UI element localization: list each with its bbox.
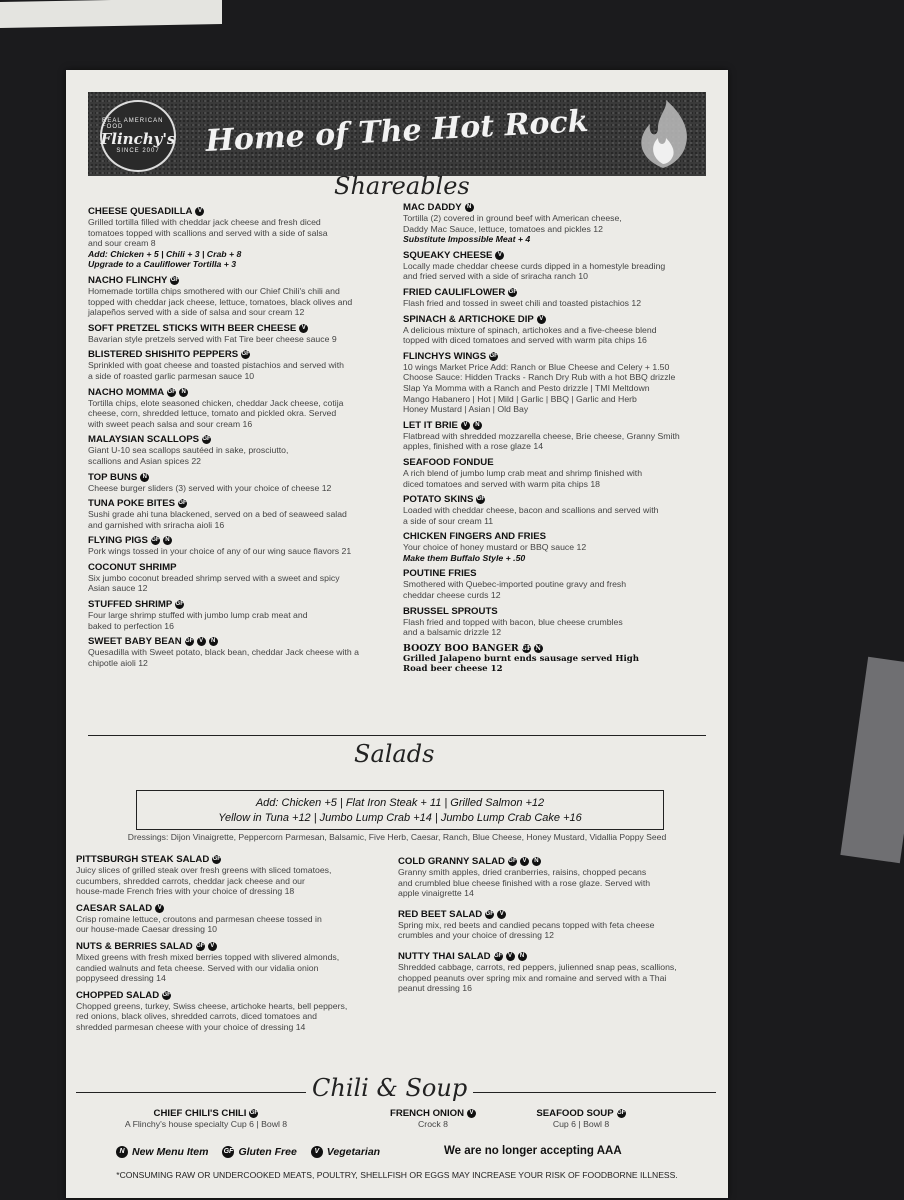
flame-icon bbox=[628, 98, 698, 170]
menu-item-description: Juicy slices of grilled steak over fresh greens with sliced tomatoes, bbox=[76, 865, 332, 875]
menu-item-description: Grilled Jalapeno burnt ends sausage served High bbox=[403, 653, 640, 664]
gluten-free-icon: GF bbox=[170, 276, 180, 283]
vegetarian-icon: V bbox=[520, 857, 529, 866]
gluten-free-icon: GF bbox=[184, 638, 194, 645]
menu-item-name-row bbox=[88, 636, 388, 647]
menu-item-name-row bbox=[88, 472, 388, 483]
menu-item-description: Mixed greens with fresh mixed berries topped with slivered almonds, bbox=[76, 951, 340, 962]
menu-item bbox=[88, 323, 388, 345]
menu-item-addon: Substitute Impossible Meat + 4 bbox=[403, 234, 531, 245]
menu-item-description: house-made French fries with your choice of dressing 18 bbox=[76, 886, 295, 897]
shareables-left-column bbox=[88, 206, 388, 673]
soup-item bbox=[106, 1108, 306, 1130]
menu-item-description: Flatbread with shredded mozzarella cheese, Brie cheese, Granny Smith bbox=[403, 430, 680, 441]
menu-item bbox=[88, 498, 388, 530]
menu-item-description: topped with cheddar jack cheese, lettuce, tomatoes, black olives and bbox=[88, 296, 353, 307]
menu-item-name-row bbox=[403, 457, 703, 468]
section-title-chili-soup: Chili & Soup bbox=[306, 1074, 473, 1102]
section-title-salads: Salads bbox=[354, 740, 435, 768]
menu-item-name: FLYING PIGS bbox=[88, 535, 148, 547]
menu-item-name-row bbox=[403, 287, 703, 298]
menu-item-name-row bbox=[398, 951, 708, 962]
gluten-free-icon: GF bbox=[178, 500, 187, 507]
menu-item-name-row bbox=[88, 498, 388, 509]
menu-item-addon: Upgrade to a Cauliflower Tortilla + 3 bbox=[88, 259, 237, 270]
vegetarian-icon: V bbox=[537, 315, 546, 324]
soup-item-name-row bbox=[106, 1108, 306, 1119]
new-menu-item-icon: N bbox=[518, 952, 527, 961]
menu-item-description: Grilled tortilla filled with cheddar jack cheese and fresh diced bbox=[88, 217, 321, 227]
menu-item-name-row bbox=[88, 599, 388, 610]
menu-item-addon: Add: Chicken + 5 | Chili + 3 | Crab + 8 bbox=[88, 248, 242, 259]
vegetarian-icon: V bbox=[197, 637, 206, 646]
menu-item-name: CHEESE QUESADILLA bbox=[88, 206, 193, 217]
menu-item bbox=[88, 562, 388, 594]
menu-item bbox=[76, 941, 386, 984]
menu-item-description: red onions, black olives, shredded carrots, diced tomatoes and bbox=[76, 1011, 317, 1022]
menu-item-description: crumbles and your choice of dressing 12 bbox=[398, 930, 554, 941]
menu-item-description: our house-made Caesar dressing 10 bbox=[76, 924, 218, 935]
menu-item-name-row bbox=[403, 351, 703, 362]
menu-item-name: NACHO MOMMA bbox=[88, 386, 165, 398]
gluten-free-icon: GF bbox=[616, 1110, 626, 1116]
salads-right-column bbox=[398, 856, 708, 1004]
menu-item-name: BLISTERED SHISHITO PEPPERS bbox=[88, 349, 239, 361]
menu-item-description: chopped peanuts over spring mix and romaine and served with a Thai bbox=[398, 972, 667, 983]
menu-item-name-row bbox=[88, 387, 388, 398]
menu-item-name: SWEET BABY BEAN bbox=[88, 636, 182, 648]
soup-item bbox=[348, 1108, 518, 1130]
paper-scrap bbox=[0, 0, 222, 28]
menu-item-description: Locally made cheddar cheese curds dipped in a homestyle breading bbox=[403, 260, 666, 271]
menu-item-description: Smothered with Quebec-imported poutine gravy and fresh bbox=[403, 579, 627, 590]
menu-item bbox=[403, 202, 703, 245]
menu-item-name-row bbox=[88, 349, 388, 360]
menu-item-name: POUTINE FRIES bbox=[403, 568, 477, 580]
soup-item-detail: Crock 8 bbox=[418, 1119, 448, 1129]
gluten-free-icon: GF bbox=[222, 1146, 234, 1158]
menu-item-description: with sweet peach salsa and sour cream 16 bbox=[88, 418, 253, 429]
menu-item-description: apples, finished with a rose glaze 14 bbox=[403, 441, 544, 452]
gluten-free-icon: GF bbox=[476, 496, 486, 503]
menu-item-description: a side of roasted garlic parmesan sauce 10 bbox=[88, 370, 255, 381]
menu-item bbox=[88, 472, 388, 494]
menu-item-description: topped with diced tomatoes and served with warm pita chips 16 bbox=[403, 335, 647, 346]
menu-item-name-row bbox=[88, 535, 388, 546]
new-menu-item-icon: N bbox=[209, 637, 218, 646]
menu-item-description: candied walnuts and feta cheese. Served with our vidalia onion bbox=[76, 962, 319, 973]
menu-item bbox=[88, 275, 388, 318]
menu-item bbox=[403, 250, 703, 282]
menu-item-description: cheese, corn, shredded lettuce, tomato and pickled okra. Served bbox=[88, 408, 337, 419]
banner-title: Home of The Hot Rock bbox=[204, 103, 590, 160]
menu-item-name: BRUSSEL SPROUTS bbox=[403, 605, 498, 617]
menu-item-description: Honey Mustard | Asian | Old Bay bbox=[403, 404, 529, 415]
menu-item-description: Mango Habanero | Hot | Mild | Garlic | BBQ | Garlic and Herb bbox=[403, 393, 637, 404]
napkin bbox=[840, 657, 904, 863]
menu-item-description: and garnished with sriracha aioli 16 bbox=[88, 519, 225, 530]
menu-item-name-row bbox=[403, 531, 703, 542]
header-banner bbox=[88, 92, 706, 176]
menu-item-description: Pork wings tossed in your choice of any of our wing sauce flavors 21 bbox=[88, 546, 352, 557]
new-menu-item-icon: N bbox=[473, 421, 482, 430]
menu-item-name: FLINCHYS WINGS bbox=[403, 350, 487, 362]
menu-item-description: scallions and Asian spices 22 bbox=[88, 455, 202, 466]
menu-item-description: Your choice of honey mustard or BBQ sauce 12 bbox=[403, 542, 587, 553]
menu-item-name: COLD GRANNY SALAD bbox=[398, 856, 505, 867]
soup-item-name: SEAFOOD SOUP bbox=[536, 1108, 614, 1119]
menu-item-description: a side of sour cream 11 bbox=[403, 515, 494, 526]
menu-item-description: Spring mix, red beets and candied pecans topped with feta cheese bbox=[398, 919, 655, 930]
menu-item-description: Cheese burger sliders (3) served with your choice of cheese 12 bbox=[88, 482, 332, 493]
menu-item-name-row bbox=[403, 494, 703, 505]
vegetarian-icon: V bbox=[299, 324, 308, 333]
gluten-free-icon: GF bbox=[508, 288, 517, 295]
gluten-free-icon: GF bbox=[489, 352, 498, 359]
menu-item bbox=[403, 494, 703, 526]
menu-item-description: and a balsamic drizzle 12 bbox=[403, 627, 502, 638]
menu-item-name: NUTTY THAI SALAD bbox=[398, 950, 491, 962]
gluten-free-icon: GF bbox=[521, 644, 532, 652]
menu-item-description: A delicious mixture of spinach, artichokes and a five-cheese blend bbox=[403, 324, 657, 335]
menu-item-name: RED BEET SALAD bbox=[398, 908, 483, 920]
menu-item-name-row bbox=[88, 434, 388, 445]
menu-item-description: Crisp romaine lettuce, croutons and parmesan cheese tossed in bbox=[76, 913, 322, 924]
gluten-free-icon: GF bbox=[241, 351, 250, 358]
gluten-free-icon: GF bbox=[196, 942, 205, 949]
menu-item-name: CAESAR SALAD bbox=[76, 902, 153, 914]
salad-add-ons-box: Add: Chicken +5 | Flat Iron Steak + 11 | Grilled Salmon +12 Yellow in Tuna +12 | Jumbo Lump Crab +14 | Jumbo Lump Crab Cake +16 bbox=[136, 790, 664, 830]
menu-item-description: Road beer cheese 12 bbox=[403, 664, 503, 675]
vegetarian-icon: V bbox=[208, 942, 217, 951]
new-menu-item-icon: N bbox=[163, 536, 172, 545]
menu-item-description: chipotle aioli 12 bbox=[88, 657, 148, 668]
menu-item-description: Quesadilla with Sweet potato, black bean, cheddar Jack cheese with a bbox=[88, 647, 359, 658]
menu-item-name-row bbox=[403, 568, 703, 579]
gluten-free-icon: GF bbox=[249, 1110, 259, 1116]
new-menu-item-icon: N bbox=[179, 388, 188, 397]
menu-item-name-row bbox=[398, 909, 708, 920]
menu-item-name-row bbox=[76, 854, 386, 865]
disclaimer: *CONSUMING RAW OR UNDERCOOKED MEATS, POULTRY, SHELLFISH OR EGGS MAY INCREASE YOUR RISK OF FOODBORNE ILLNESS. bbox=[116, 1170, 678, 1180]
menu-item bbox=[398, 856, 708, 899]
menu-item-addon: Make them Buffalo Style + .50 bbox=[403, 552, 526, 563]
salads-left-column bbox=[76, 854, 386, 1039]
menu-item-description: Choose Sauce: Hidden Tracks - Ranch Dry Rub with a hot BBQ drizzle bbox=[403, 372, 676, 383]
vegetarian-icon: V bbox=[495, 251, 504, 260]
soup-item-name: CHIEF CHILI'S CHILI bbox=[153, 1108, 247, 1119]
menu-item-description: peanut dressing 16 bbox=[398, 983, 472, 994]
menu-item-description: and fried served with a side of sriracha ranch 10 bbox=[403, 271, 588, 282]
legend-veg: V Vegetarian bbox=[311, 1146, 380, 1158]
menu-item-name: STUFFED SHRIMP bbox=[88, 599, 173, 611]
menu-item-name: POTATO SKINS bbox=[403, 494, 474, 506]
vegetarian-icon: V bbox=[497, 910, 506, 919]
menu-item-description: Granny smith apples, dried cranberries, raisins, chopped pecans bbox=[398, 867, 647, 877]
menu-item-description: Sushi grade ahi tuna blackened, served on a bed of seaweed salad bbox=[88, 509, 347, 520]
menu-item-description: jalapeños served with a side of salsa and sour cream 12 bbox=[88, 307, 305, 318]
menu-item-description: Loaded with cheddar cheese, bacon and scallions and served with bbox=[403, 505, 659, 516]
new-menu-item-icon: N bbox=[116, 1146, 128, 1158]
menu-item-name: SEAFOOD FONDUE bbox=[403, 456, 494, 468]
vegetarian-icon: V bbox=[467, 1109, 476, 1118]
menu-item bbox=[76, 854, 386, 897]
soup-item bbox=[496, 1108, 666, 1130]
gluten-free-icon: GF bbox=[202, 436, 211, 443]
menu-item-name: CHOPPED SALAD bbox=[76, 989, 160, 1001]
menu-item-name: TUNA POKE BITES bbox=[88, 498, 176, 510]
menu-item-description: diced tomatoes and served with warm pita chips 18 bbox=[403, 478, 601, 489]
menu-item-description: Asian sauce 12 bbox=[88, 583, 148, 594]
menu-item-description: baked to perfection 16 bbox=[88, 620, 174, 631]
vegetarian-icon: V bbox=[311, 1146, 323, 1158]
menu-item-name-row bbox=[88, 275, 388, 286]
menu-item-description: Slap Ya Momma with a Ranch and Pesto drizzle | TMI Meltdown bbox=[403, 382, 650, 393]
menu-item-description: cucumbers, shredded carrots, cheddar jack cheese and our bbox=[76, 875, 305, 886]
flinchys-logo: REAL AMERICAN FOOD Flinchy's SINCE 2007 bbox=[100, 100, 176, 172]
menu-item-name-row bbox=[88, 206, 388, 217]
dressings-list: Dressings: Dijon Vinaigrette, Peppercorn Parmesan, Balsamic, Five Herb, Caesar, Ranch, Blue Cheese, Honey Mustard, Vidallia Poppy Seed bbox=[127, 832, 667, 842]
menu-item-name-row bbox=[403, 314, 703, 325]
menu-item-description: Flash fried and topped with bacon, blue cheese crumbles bbox=[403, 616, 623, 627]
menu-item bbox=[88, 636, 388, 668]
menu-item-description: Homemade tortilla chips smothered with our Chief Chili's chili and bbox=[88, 285, 340, 296]
menu-item-name: CHICKEN FINGERS AND FRIES bbox=[403, 531, 547, 543]
menu-item-name: SOFT PRETZEL STICKS WITH BEER CHEESE bbox=[88, 322, 297, 334]
menu-item-name-row bbox=[398, 856, 708, 867]
menu-item bbox=[88, 434, 388, 466]
new-menu-item-icon: N bbox=[532, 857, 541, 866]
gluten-free-icon: GF bbox=[151, 537, 160, 544]
menu-item-name-row bbox=[403, 606, 703, 617]
menu-item bbox=[403, 643, 703, 675]
menu-item-description: and sour cream 8 bbox=[88, 238, 156, 249]
vegetarian-icon: V bbox=[155, 904, 164, 913]
menu-item bbox=[398, 909, 708, 941]
gluten-free-icon: GF bbox=[167, 388, 176, 395]
section-title-shareables: Shareables bbox=[334, 172, 470, 200]
menu-item-description: Six jumbo coconut breaded shrimp served with a sweet and spicy bbox=[88, 572, 340, 583]
menu-item-description: shredded parmesan cheese with your choice of dressing 14 bbox=[76, 1021, 306, 1032]
soup-item-detail: A Flinchy's house specialty Cup 6 | Bowl 8 bbox=[124, 1119, 288, 1129]
vegetarian-icon: V bbox=[461, 421, 470, 430]
gluten-free-icon: GF bbox=[162, 991, 171, 998]
gluten-free-icon: GF bbox=[485, 910, 494, 917]
menu-item bbox=[76, 903, 386, 935]
menu-item-description: cheddar cheese curds 12 bbox=[403, 590, 501, 601]
menu-page bbox=[66, 70, 728, 1198]
menu-item bbox=[88, 535, 388, 557]
menu-item-name: LET IT BRIE bbox=[403, 419, 458, 431]
menu-item-name: TOP BUNS bbox=[88, 471, 138, 483]
menu-item-name-row bbox=[88, 323, 388, 334]
menu-item-description: 10 wings Market Price Add: Ranch or Blue Cheese and Celery + 1.50 bbox=[403, 361, 670, 372]
menu-item bbox=[403, 531, 703, 563]
menu-item bbox=[403, 420, 703, 452]
menu-item bbox=[403, 606, 703, 638]
menu-item-description: poppyseed dressing 14 bbox=[76, 973, 166, 984]
menu-item-description: A rich blend of jumbo lump crab meat and shrimp finished with bbox=[403, 467, 643, 478]
menu-item bbox=[403, 314, 703, 346]
menu-item-description: Giant U-10 sea scallops sautéed in sake, prosciutto, bbox=[88, 445, 289, 456]
menu-item bbox=[403, 457, 703, 489]
menu-item-name: SQUEAKY CHEESE bbox=[403, 249, 493, 261]
menu-item bbox=[398, 951, 708, 994]
menu-item-description: Tortilla chips, elote seasoned chicken, cheddar Jack cheese, cotija bbox=[88, 397, 344, 408]
menu-item-description: Daddy Mac Sauce, lettuce, tomatoes and pickles 12 bbox=[403, 223, 603, 234]
menu-item-name: BOOZY BOO BANGER bbox=[403, 642, 519, 654]
menu-item-name-row bbox=[403, 420, 703, 431]
menu-item bbox=[403, 351, 703, 415]
aaa-notice: We are no longer accepting AAA bbox=[444, 1145, 622, 1157]
menu-item-description: Bavarian style pretzels served with Fat Tire beer cheese sauce 9 bbox=[88, 333, 337, 344]
menu-item-name-row bbox=[88, 562, 388, 573]
menu-item-name: SPINACH & ARTICHOKE DIP bbox=[403, 313, 534, 325]
soup-item-detail: Cup 6 | Bowl 8 bbox=[552, 1119, 610, 1129]
menu-item-name-row bbox=[76, 990, 386, 1001]
menu-item-description: tomatoes topped with scallions and served with a side of salsa bbox=[88, 227, 328, 238]
vegetarian-icon: V bbox=[195, 207, 204, 216]
new-menu-item-icon: N bbox=[465, 203, 474, 212]
gluten-free-icon: GF bbox=[175, 601, 184, 608]
menu-item bbox=[88, 206, 388, 270]
menu-item-description: Shredded cabbage, carrots, red peppers, julienned snap peas, scallions, bbox=[398, 961, 677, 972]
legend-gf: GF Gluten Free bbox=[223, 1146, 297, 1158]
menu-item-name-row bbox=[403, 643, 703, 654]
menu-item-description: Flash fried and tossed in sweet chili and toasted pistachios 12 bbox=[403, 297, 642, 308]
menu-item-name: NACHO FLINCHY bbox=[88, 274, 168, 286]
new-menu-item-icon: N bbox=[140, 473, 149, 482]
shareables-right-column bbox=[403, 202, 703, 680]
menu-item-name: FRIED CAULIFLOWER bbox=[403, 286, 506, 298]
menu-item-name-row bbox=[76, 903, 386, 914]
menu-item-description: apple vinaigrette 14 bbox=[398, 888, 474, 899]
menu-item bbox=[403, 568, 703, 600]
gluten-free-icon: GF bbox=[493, 952, 503, 959]
divider-line bbox=[88, 735, 706, 736]
menu-item-description: Sprinkled with goat cheese and toasted pistachios and served with bbox=[88, 360, 344, 371]
gluten-free-icon: GF bbox=[508, 858, 517, 864]
menu-item bbox=[88, 349, 388, 381]
menu-item-name-row bbox=[403, 250, 703, 261]
vegetarian-icon: V bbox=[506, 952, 515, 961]
menu-item bbox=[403, 287, 703, 309]
menu-item-name: COCONUT SHRIMP bbox=[88, 561, 177, 573]
menu-item bbox=[76, 990, 386, 1033]
soup-item-name: FRENCH ONION bbox=[389, 1108, 465, 1119]
menu-item-name: NUTS & BERRIES SALAD bbox=[76, 940, 193, 952]
menu-item-description: and crumbled blue cheese finished with a rose glaze. Served with bbox=[398, 877, 651, 888]
menu-item-name-row bbox=[403, 202, 703, 213]
menu-item-description: Four large shrimp stuffed with jumbo lump crab meat and bbox=[88, 610, 308, 621]
menu-item-name-row bbox=[76, 941, 386, 952]
new-menu-item-icon: N bbox=[535, 644, 541, 652]
soup-item-name-row bbox=[496, 1108, 666, 1119]
menu-item bbox=[88, 599, 388, 631]
menu-item bbox=[88, 387, 388, 430]
menu-item-description: Chopped greens, turkey, Swiss cheese, artichoke hearts, bell peppers, bbox=[76, 1000, 348, 1011]
menu-item-name: MAC DADDY bbox=[403, 202, 462, 213]
menu-item-name: MALAYSIAN SCALLOPS bbox=[88, 434, 200, 446]
legend-new: N New Menu Item bbox=[116, 1146, 208, 1158]
gluten-free-icon: GF bbox=[212, 856, 221, 862]
menu-item-description: Tortilla (2) covered in ground beef with American cheese, bbox=[403, 213, 622, 223]
menu-item-name: PITTSBURGH STEAK SALAD bbox=[76, 854, 210, 865]
soup-item-name-row bbox=[348, 1108, 518, 1119]
